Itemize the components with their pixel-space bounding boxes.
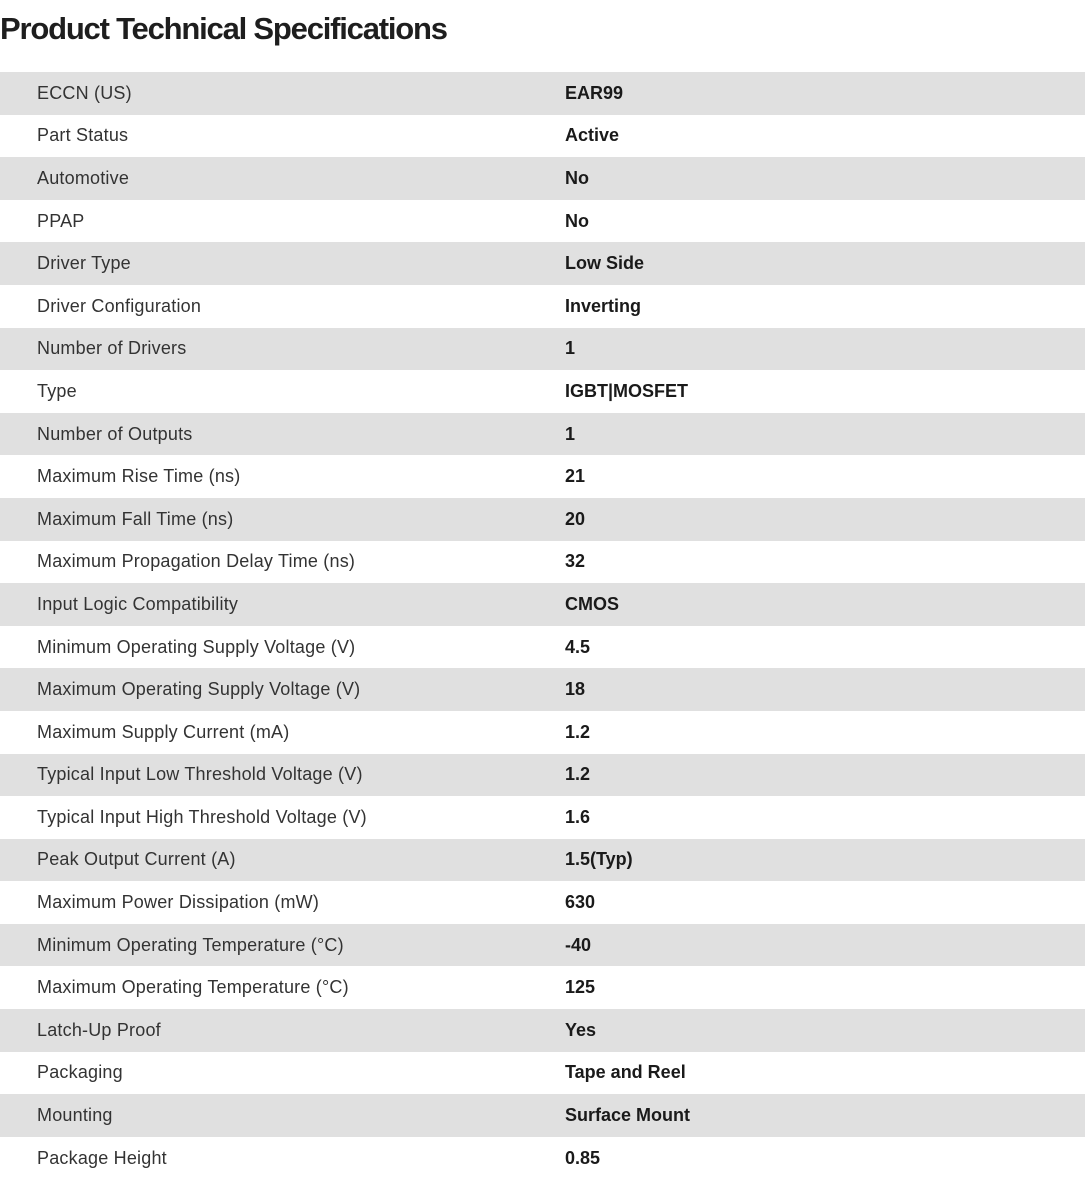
spec-label: Minimum Operating Temperature (°C) [37,934,344,955]
spec-row [0,1009,1085,1052]
spec-value: Yes [565,1019,597,1040]
spec-label: Input Logic Compatibility [37,593,239,614]
spec-row [0,541,1085,584]
spec-label: Driver Configuration [37,295,202,316]
spec-value: 1.2 [565,764,591,785]
spec-row [0,157,1085,200]
spec-row [0,370,1085,413]
spec-label: Package Height [37,1147,167,1168]
spec-table-body [0,72,1085,1179]
spec-row [0,285,1085,328]
spec-row [0,1094,1085,1137]
spec-value: 21 [565,466,586,487]
spec-row [0,328,1085,371]
spec-row [0,668,1085,711]
spec-label: Maximum Supply Current (mA) [37,721,290,742]
spec-value: Tape and Reel [565,1062,686,1083]
spec-value: 630 [565,892,596,913]
spec-value: 1.2 [565,721,591,742]
spec-label: Latch-Up Proof [37,1019,161,1040]
spec-value: IGBT|MOSFET [565,380,689,401]
spec-value: 1 [565,423,576,444]
spec-row [0,413,1085,456]
spec-value: 1.5(Typ) [565,849,633,870]
spec-value: -40 [565,934,592,955]
spec-value: 1.6 [565,806,591,827]
spec-label: Number of Drivers [37,338,187,359]
spec-row [0,711,1085,754]
spec-row [0,881,1085,924]
spec-row [0,626,1085,669]
spec-value: 4.5 [565,636,591,657]
spec-value: 125 [565,977,596,998]
spec-label: Maximum Fall Time (ns) [37,508,234,529]
spec-value: Active [565,125,620,146]
spec-value: CMOS [565,593,619,614]
spec-row [0,966,1085,1009]
spec-value: Low Side [565,253,645,274]
spec-label: PPAP [37,210,85,231]
spec-value: Inverting [565,295,642,316]
spec-label: Driver Type [37,253,131,274]
spec-row [0,583,1085,626]
spec-label: Peak Output Current (A) [37,849,236,870]
spec-label: Automotive [37,167,130,188]
spec-row [0,839,1085,882]
spec-label: Number of Outputs [37,423,193,444]
spec-row [0,754,1085,797]
spec-label: Typical Input High Threshold Voltage (V) [37,806,367,827]
spec-label: Packaging [37,1062,123,1083]
spec-value: Surface Mount [565,1105,691,1126]
spec-label: Part Status [37,125,129,146]
spec-row [0,115,1085,158]
spec-value: 18 [565,679,586,700]
spec-table [0,72,1085,1179]
spec-row [0,455,1085,498]
spec-label: ECCN (US) [37,82,132,103]
spec-row [0,200,1085,243]
spec-row [0,72,1085,115]
spec-value: 0.85 [565,1147,601,1168]
spec-value: No [565,167,589,188]
spec-value: 1 [565,338,576,359]
spec-label: Minimum Operating Supply Voltage (V) [37,636,356,657]
spec-label: Type [37,380,77,401]
spec-row [0,1052,1085,1095]
page-title: Product Technical Specifications [0,11,447,46]
spec-row [0,796,1085,839]
spec-label: Maximum Operating Temperature (°C) [37,977,349,998]
spec-value: No [565,210,589,231]
spec-label: Maximum Propagation Delay Time (ns) [37,551,356,572]
spec-label: Mounting [37,1105,113,1126]
spec-value: 20 [565,508,586,529]
spec-row [0,924,1085,967]
spec-value: EAR99 [565,82,624,103]
spec-row [0,498,1085,541]
spec-row [0,242,1085,285]
spec-label: Typical Input Low Threshold Voltage (V) [37,764,363,785]
spec-value: 32 [565,551,586,572]
spec-label: Maximum Operating Supply Voltage (V) [37,679,361,700]
spec-label: Maximum Rise Time (ns) [37,466,241,487]
spec-label: Maximum Power Dissipation (mW) [37,892,320,913]
